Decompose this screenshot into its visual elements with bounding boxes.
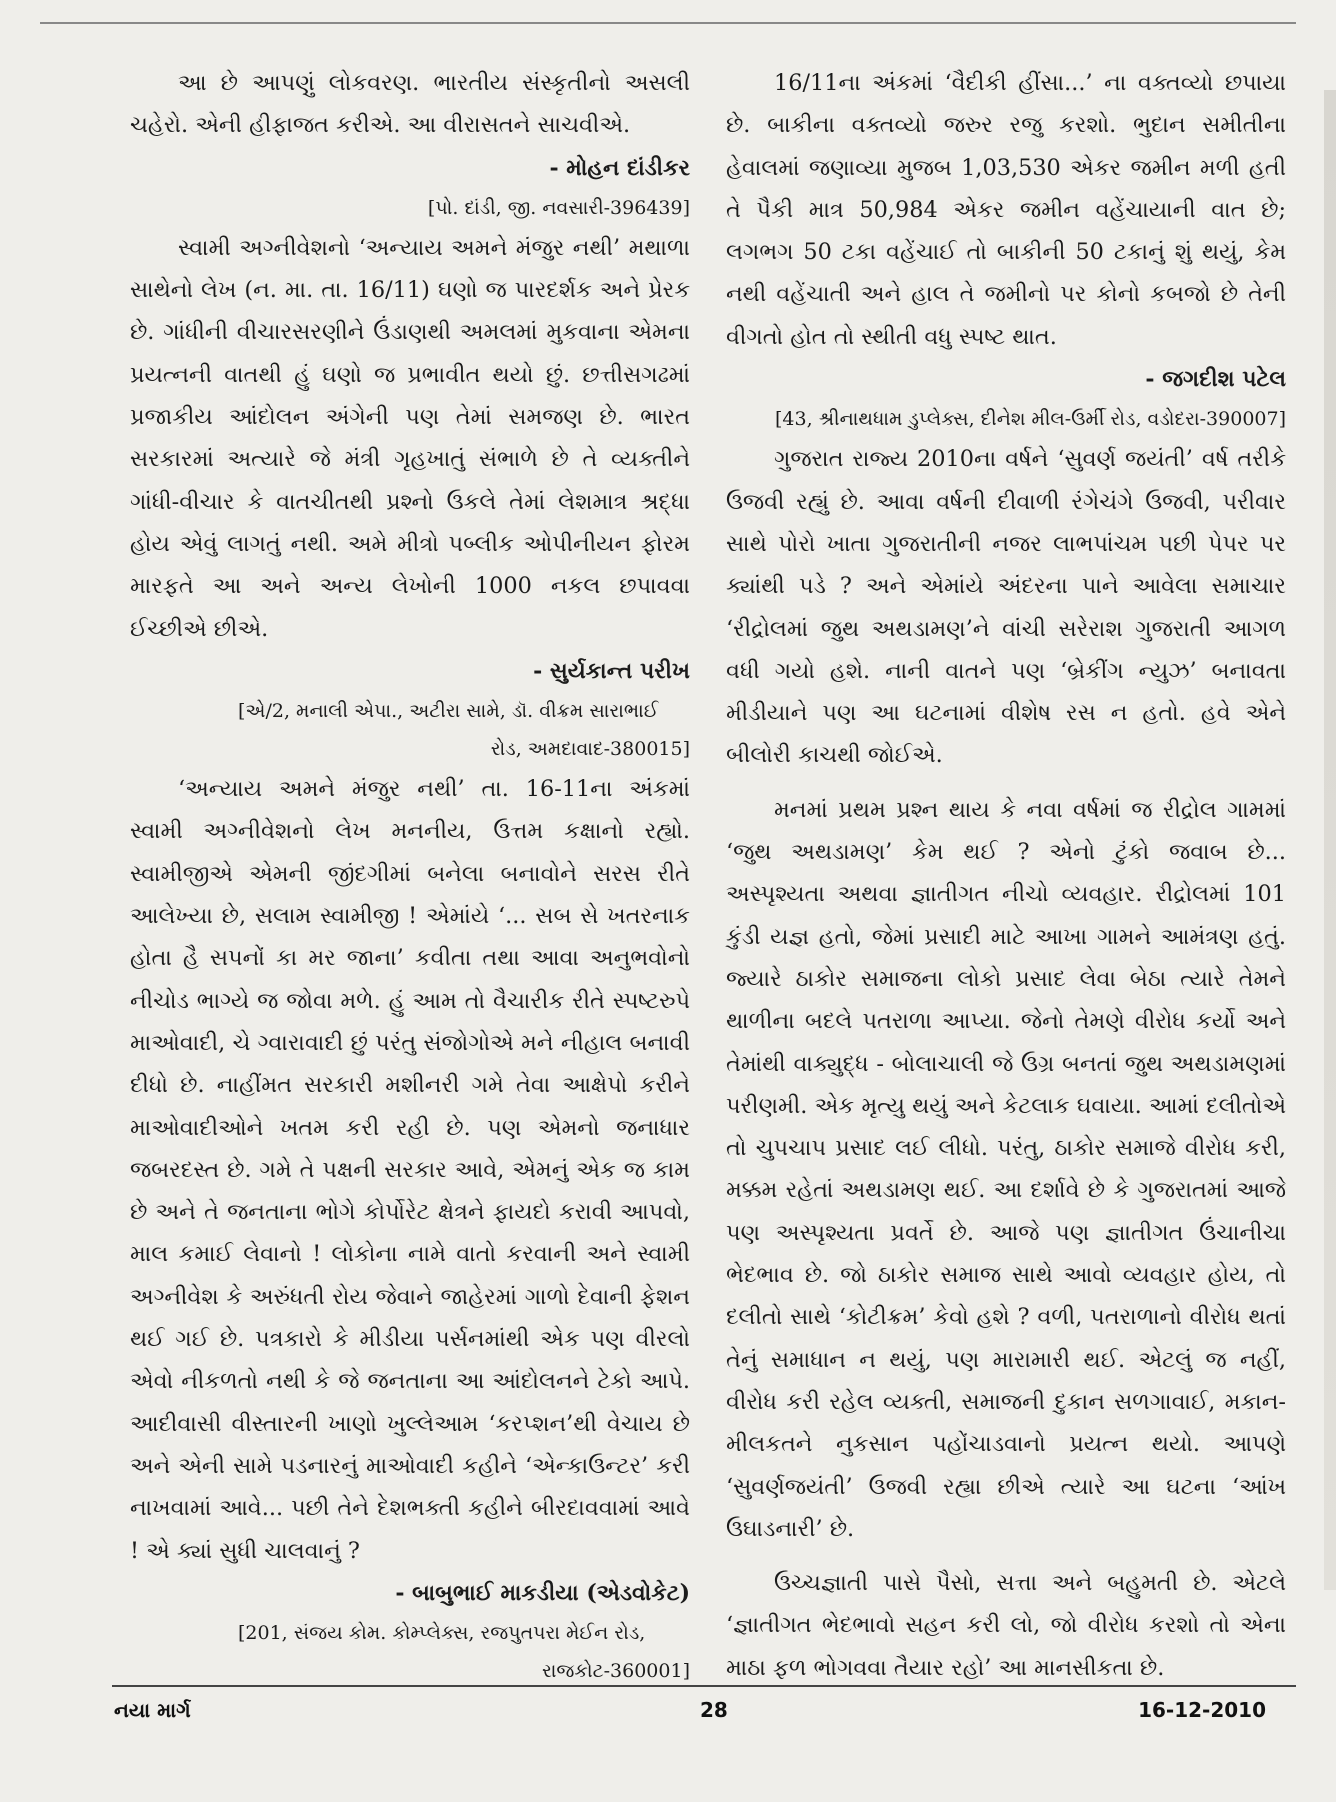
left-column bbox=[130, 62, 690, 1690]
footer-date: 16-12-2010 bbox=[1138, 1698, 1266, 1722]
address-makadiya-line1: [201, સંજય કોમ. કોમ્પ્લેક્સ, રજપુતપરા મેઈન રોડ, bbox=[238, 1622, 646, 1645]
footer-rule bbox=[112, 1685, 1296, 1687]
letter-patel-text: 16/11ના અંકમાં ‘વૈદીકી હીંસા...’ ના વક્તવ્યો છપાયા છે. બાકીના વક્તવ્યો જરુર રજુ કરશો. ભુદાન સમીતીના હેવાલમાં જણાવ્યા મુજબ 1,03,530 એકર જમીન મળી હતી તે પૈકી માત્ર 50,984 એકર જમીન વહેંચાયાની વાત છે; લગભગ 50 ટકા વહેંચાઈ તો બાકીની 50 ટકાનું શું થયું, કેમ નથી વહેંચાતી અને હાલ તે જમીનો પર કોનો કબજો છે તેની વીગતો હોત તો સ્થીતી વધુ સ્પષ્ટ થાત. bbox=[726, 70, 1286, 350]
letter-parikh-text: સ્વામી અગ્નીવેશનો ‘અન્યાય અમને મંજુર નથી’ મથાળા સાથેનો લેખ (ન. મા. તા. 16/11) ઘણો જ પારદર્શક અને પ્રેરક છે. ગાંધીની વીચારસરણીને ઉંડાણથી અમલમાં મુકવાના એમના પ્રયત્નની વાતથી હું ઘણો જ પ્રભાવીત થયો છું. છત્તીસગઢમાં પ્રજાકીય આંદોલન અંગેની પણ તેમાં સમજણ છે. ભારત સરકારમાં અત્યારે જે મંત્રી ગૃહખાતું સંભાળે છે તે વ્યક્તીને ગાંધી-વીચાર કે વાતચીતથી પ્રશ્નો ઉકલે તેમાં લેશમાત્ર શ્રદ્ધા હોય એવું લાગતું નથી. અમે મીત્રો પબ્લીક ઓપીનીયન ફોરમ મારફતે આ અને અન્ય લેખોની 1000 નકલ છપાવવા ઈચ્છીએ છીએ. bbox=[130, 234, 690, 642]
footer-publication-title: નયા માર્ગ bbox=[114, 1698, 191, 1722]
address-patel: [43, શ્રીનાથધામ ડુપ્લેક્સ, દીનેશ મીલ-ઉર્મી રોડ, વડોદરા-390007] bbox=[775, 408, 1286, 431]
right-column bbox=[726, 62, 1286, 1689]
letter-dandikar-text: આ છે આપણું લોકવરણ. ભારતીય સંસ્કૃતીનો અસલી ચહેરો. એની હીફાજત કરીએ. આ વીરાસતને સાચવીએ. bbox=[130, 70, 690, 139]
signature-jagdish-patel: - જગદીશ પટેલ bbox=[1145, 366, 1286, 393]
address-dandikar: [પો. દાંડી, જી. નવસારી-396439] bbox=[427, 196, 690, 219]
top-rule bbox=[40, 22, 1296, 24]
article-paragraph-1: ગુજરાત રાજ્ય 2010ના વર્ષને ‘સુવર્ણ જયંતી’ વર્ષ તરીકે ઉજવી રહ્યું છે. આવા વર્ષની દીવાળી રંગેચંગે ઉજવી, પરીવાર સાથે પોરો ખાતા ગુજરાતીની નજર લાભપાંચમ પછી પેપર પર ક્યાંથી પડે ? અને એમાંયે અંદરના પાને આવેલા સમાચાર ‘રીદ્રોલમાં જુથ અથડામણ’ને વાંચી સરેરાશ ગુજરાતી આગળ વધી ગયો હશે. નાની વાતને પણ ‘બ્રેકીંગ ન્યુઝ’ બનાવતા મીડીયાને પણ આ ઘટનામાં વીશેષ રસ ન હતો. હવે એને બીલોરી કાચથી જોઈએ. bbox=[726, 446, 1286, 769]
address-parikh-line2: રોડ, અમદાવાદ-380015] bbox=[490, 738, 690, 761]
letter-makadiya-text: ‘અન્યાય અમને મંજુર નથી’ તા. 16-11ના અંકમાં સ્વામી અગ્નીવેશનો લેખ મનનીય, ઉત્તમ કક્ષાનો રહ્યો. સ્વામીજીએ એમની જીંદગીમાં બનેલા બનાવોને સરસ રીતે આલેખ્યા છે, સલામ સ્વામીજી ! એમાંયે ‘... સબ સે ખતરનાક હોતા હૈ સપનોં કા મર જાના’ કવીતા તથા આવા અનુભવોનો નીચોડ ભાગ્યે જ જોવા મળે. હું આમ તો વૈચારીક રીતે સ્પષ્ટરુપે માઓવાદી, ચે ગ્વારાવાદી છું પરંતુ સંજોગોએ મને નીહાલ બનાવી દીધો છે. નાહીંમત સરકારી મશીનરી ગમે તેવા આક્ષેપો કરીને માઓવાદીઓને ખતમ કરી રહી છે. પણ એમનો જનાધાર જબરદસ્ત છે. ગમે તે પક્ષની સરકાર આવે, એમનું એક જ કામ છે અને તે જનતાના ભોગે કોર્પોરેટ ક્ષેત્રને ફાયદો કરાવી આપવો, માલ કમાઈ લેવાનો ! લોકોના નામે વાતો કરવાની અને સ્વામી અગ્નીવેશ કે અરુંધતી રોય જેવાને જાહેરમાં ગાળો દેવાની ફેશન થઈ ગઈ છે. પત્રકારો કે મીડીયા પર્સનમાંથી એક પણ વીરલો એવો નીકળતો નથી કે જે જનતાના આ આંદોલનને ટેકો આપે. આદીવાસી વીસ્તારની ખાણો ખુલ્લેઆમ ‘કરપ્શન’થી વેચાય છે અને એની સામે પડનારનું માઓવાદી કહીને ‘એન્કાઉન્ટર’ કરી નાખવામાં આવે... પછી તેને દેશભક્તી કહીને બીરદાવવામાં આવે ! એ ક્યાં સુધી ચાલવાનું ? bbox=[130, 776, 690, 1564]
article-paragraph-2: મનમાં પ્રથમ પ્રશ્ન થાય કે નવા વર્ષમાં જ રીદ્રોલ ગામમાં ‘જુથ અથડામણ’ કેમ થઈ ? એનો ટુંકો જવાબ છે... અસ્પૃશ્યતા અથવા જ્ઞાતીગત નીચો વ્યવહાર. રીદ્રોલમાં 101 કુંડી યજ્ઞ હતો, જેમાં પ્રસાદી માટે આખા ગામને આમંત્રણ હતું. જ્યારે ઠાકોર સમાજના લોકો પ્રસાદ લેવા બેઠા ત્યારે તેમને થાળીના બદલે પતરાળા આપ્યા. જેનો તેમણે વીરોધ કર્યો અને તેમાંથી વાક્યુદ્ધ - બોલાચાલી જે ઉગ્ર બનતાં જુથ અથડામણમાં પરીણમી. એક મૃત્યુ થયું અને કેટલાક ઘવાયા. આમાં દલીતોએ તો ચુપચાપ પ્રસાદ લઈ લીધો. પરંતુ, ઠાકોર સમાજે વીરોધ કરી, મક્કમ રહેતાં અથડામણ થઈ. આ દર્શાવે છે કે ગુજરાતમાં આજે પણ અસ્પૃશ્યતા પ્રવર્તે છે. આજે પણ જ્ઞાતીગત ઉંચાનીચા ભેદભાવ છે. જો ઠાકોર સમાજ સાથે આવો વ્યવહાર હોય, તો દલીતો સાથે ‘કોટીક્રમ’ કેવો હશે ? વળી, પતરાળાનો વીરોધ થતાં તેનું સમાધાન ન થયું, પણ મારામારી થઈ. એટલું જ નહીં, વીરોધ કરી રહેલ વ્યક્તી, સમાજની દુકાન સળગાવાઈ, મકાન-મીલકતને નુકસાન પહોંચાડવાનો પ્રયત્ન થયો. આપણે ‘સુવર્ણજયંતી’ ઉજવી રહ્યા છીએ ત્યારે આ ઘટના ‘આંખ ઉઘાડનારી’ છે. bbox=[726, 796, 1286, 1542]
article-paragraph-3: ઉચ્ચજ્ઞાતી પાસે પૈસો, સત્તા અને બહુમતી છે. એટલે ‘જ્ઞાતીગત ભેદભાવો સહન કરી લો, જો વીરોધ કરશો તો એના માઠા ફળ ભોગવવા તૈયાર રહો’ આ માનસીકતા છે. bbox=[726, 1570, 1286, 1681]
signature-mohan-dandikar: - મોહન દાંડીકર bbox=[549, 154, 690, 181]
signature-babubhai-makadiya: - બાબુભાઈ માકડીયા (એડવોકેટ) bbox=[395, 1579, 690, 1606]
page-edge-shadow bbox=[1324, 90, 1336, 1590]
address-parikh-line1: [એ/2, મનાલી એપા., અટીરા સામે, ડૉ. વીક્રમ સારાભાઈ bbox=[238, 700, 659, 723]
address-makadiya-line2: રાજકોટ-360001] bbox=[541, 1660, 690, 1683]
footer-page-number: 28 bbox=[700, 1698, 728, 1722]
signature-suryakant-parikh: - સુર્યકાન્ત પરીખ bbox=[533, 657, 690, 684]
